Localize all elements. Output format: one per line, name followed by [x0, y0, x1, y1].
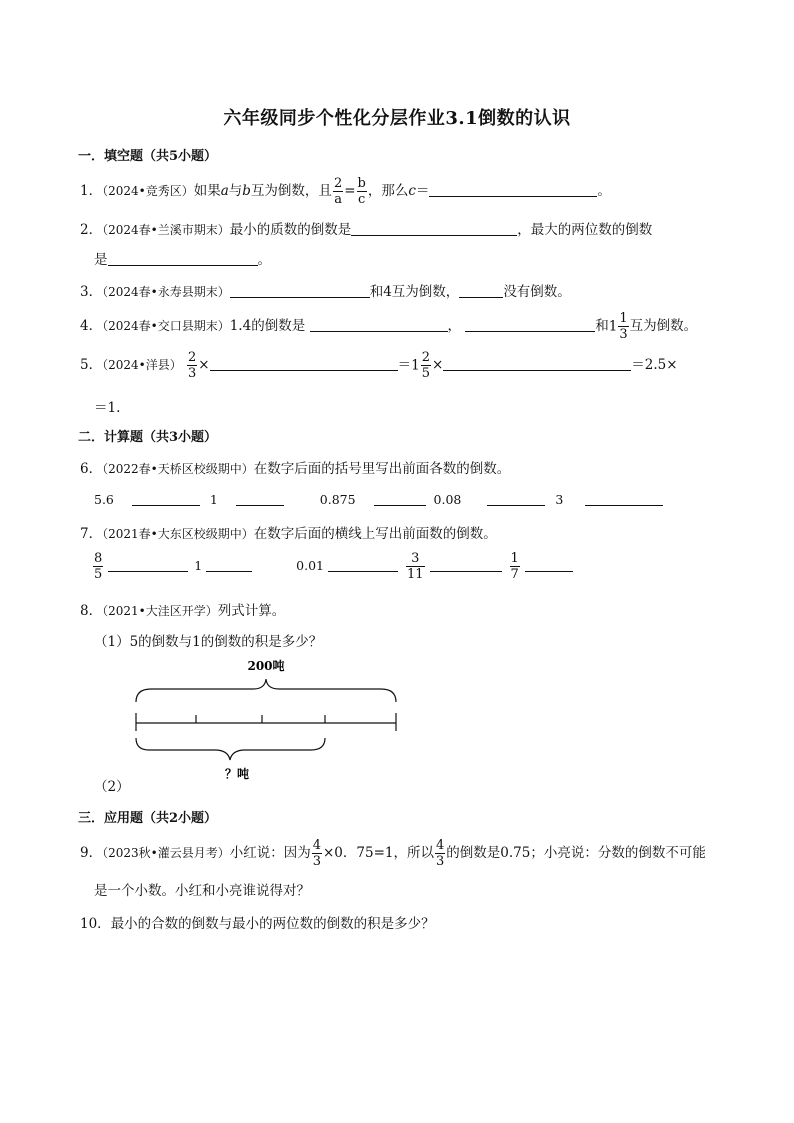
question-number: 5．: [80, 357, 103, 373]
period: 。: [597, 183, 611, 199]
question-text: ，那么: [367, 183, 409, 199]
section-heading-application: 三．应用题（共2小题）: [78, 811, 218, 826]
answer-blank[interactable]: [108, 557, 188, 572]
equals-sign: ＝: [631, 357, 645, 373]
answer-blank[interactable]: [525, 557, 573, 572]
question-number: 8．: [80, 603, 103, 619]
number-item: 0.01: [296, 558, 325, 573]
fraction-four-thirds: [435, 838, 445, 869]
fraction-eight-fifths: [93, 551, 103, 582]
denominator: 3: [619, 327, 628, 342]
question-1: [80, 176, 611, 207]
answer-blank[interactable]: [328, 557, 398, 572]
numerator: b: [357, 176, 366, 191]
question-9-line-2: 是一个小数。小红和小亮谁说得对？: [94, 883, 310, 899]
denominator: c: [358, 192, 366, 207]
answer-blank[interactable]: [430, 557, 502, 572]
denominator: 11: [406, 567, 424, 582]
numerator: 8: [94, 551, 103, 566]
mixed-number-one-and-two-fifths: [411, 350, 432, 381]
times-sign: ×: [198, 357, 210, 373]
answer-blank[interactable]: [443, 356, 631, 371]
answer-blank[interactable]: [585, 491, 663, 506]
variable-b: b: [242, 183, 251, 199]
denominator: 3: [435, 854, 445, 869]
answer-blank[interactable]: [310, 317, 448, 332]
number-item: 0.875: [319, 492, 356, 507]
answer-blank[interactable]: [108, 251, 258, 266]
question-source: （2024•洋县）: [102, 358, 182, 372]
question-source: （2022春•天桥区校级期中）: [102, 462, 254, 476]
numerator: 2: [333, 176, 343, 191]
numerator: 1: [510, 551, 519, 566]
question-text: 没有倒数。: [503, 284, 571, 300]
fraction-one-seventh: [510, 551, 520, 582]
times-sign: ×: [431, 357, 444, 373]
question-text: 的倒数是0.75；小亮说：分数的倒数不可能: [446, 845, 706, 861]
question-source: （2021•大洼区开学）: [102, 604, 218, 618]
question-number: 10．: [80, 916, 111, 932]
answer-blank[interactable]: [206, 557, 252, 572]
page-title: 六年级同步个性化分层作业3.1倒数的认识: [223, 108, 571, 129]
denominator: 7: [510, 567, 519, 582]
numerator: 2: [421, 350, 430, 365]
question-number: 3．: [80, 284, 103, 300]
question-5-line-2: ＝1.: [94, 400, 121, 416]
top-brace: [136, 679, 396, 702]
question-text: ×0．75=1，所以: [323, 845, 434, 861]
equals-sign: ＝: [415, 183, 430, 199]
answer-blank[interactable]: [210, 356, 398, 371]
question-text: 与: [228, 183, 243, 199]
question-2-line-2: [94, 248, 271, 268]
whole-part: 1: [411, 357, 420, 374]
fraction-b-over-c: [357, 176, 367, 207]
question-6: [80, 457, 510, 477]
number-item: 1: [194, 558, 203, 573]
number-item: 1: [209, 492, 218, 507]
question-text: 小红说：因为: [229, 845, 311, 861]
numerator: 1: [619, 311, 628, 326]
question-5: [80, 350, 678, 381]
question-8-sub-1: （1）5的倒数与1的倒数的积是多少？: [94, 634, 323, 650]
question-number: 2．: [80, 222, 103, 238]
question-source: （2024春•兰溪市期末）: [102, 223, 230, 237]
denominator: 3: [188, 366, 197, 381]
question-8: [80, 599, 285, 619]
question-text: 2.5×: [644, 357, 678, 373]
fraction-four-thirds: [312, 838, 322, 869]
question-4: [80, 311, 697, 342]
question-source: （2024•竞秀区）: [102, 184, 194, 198]
question-text: 互为倒数，且: [250, 183, 332, 199]
answer-blank[interactable]: [487, 491, 545, 506]
answer-blank[interactable]: [459, 283, 503, 298]
fraction-three-elevenths: [406, 551, 425, 582]
question-text: 最小的质数的倒数是: [229, 222, 352, 238]
number-item: 5.6: [94, 492, 114, 507]
numerator: 4: [435, 838, 445, 853]
question-number: 9．: [80, 845, 103, 861]
question-7: [80, 522, 497, 542]
question-text: 互为倒数。: [629, 318, 698, 334]
section-heading-fill-blank: 一．填空题（共5小题）: [78, 149, 218, 164]
answer-blank[interactable]: [465, 317, 595, 332]
diagram-unknown-label: ？吨: [224, 767, 250, 781]
diagram-total-label: 200吨: [247, 659, 285, 673]
question-number: 1．: [80, 183, 103, 199]
question-text: ，: [447, 318, 461, 334]
answer-blank[interactable]: [429, 182, 597, 197]
answer-blank[interactable]: [230, 283, 370, 298]
question-source: （2024春•交口县期末）: [102, 319, 230, 333]
question-source: （2024春•永寿县期末）: [102, 285, 230, 299]
bottom-brace: [136, 738, 325, 760]
question-text: 最小的合数的倒数与最小的两位数的倒数的积是多少？: [110, 916, 435, 932]
fraction-2-over-a: [333, 176, 343, 207]
question-9: [80, 838, 706, 869]
question-source: （2023秋•灌云县月考）: [102, 846, 230, 860]
question-source: （2021春•大东区校级期中）: [102, 527, 254, 541]
question-text: 列式计算。: [217, 603, 286, 619]
question-7-items: [92, 551, 573, 582]
question-text: 在数字后面的横线上写出前面数的倒数。: [253, 526, 497, 542]
line-segment-diagram: [125, 652, 415, 788]
answer-blank[interactable]: [132, 491, 200, 506]
answer-blank[interactable]: [351, 221, 517, 236]
denominator: 5: [94, 567, 103, 582]
variable-c: c: [408, 183, 416, 199]
denominator: 3: [312, 854, 321, 869]
period: 。: [257, 252, 271, 268]
equals-sign: =: [344, 183, 356, 199]
answer-blank[interactable]: [236, 491, 284, 506]
question-text: 和4互为倒数，: [369, 284, 460, 300]
numerator: 2: [188, 350, 197, 365]
equals-sign: ＝: [397, 357, 412, 373]
question-8-sub-2: （2）: [94, 779, 130, 795]
denominator: a: [334, 192, 342, 207]
denominator: 5: [421, 366, 430, 381]
question-6-items: [94, 491, 663, 507]
section-heading-calculation: 二．计算题（共3小题）: [78, 430, 218, 445]
question-number: 4．: [80, 318, 103, 334]
question-number: 7．: [80, 526, 103, 542]
question-text: 1.4的倒数是: [229, 318, 306, 334]
question-2: [80, 218, 652, 238]
question-number: 6．: [80, 461, 103, 477]
numerator: 3: [406, 551, 425, 567]
question-text: 是: [94, 252, 108, 268]
question-text: 和: [595, 318, 609, 334]
question-10: [80, 912, 435, 932]
question-text: 如果: [193, 183, 221, 199]
whole-part: 1: [608, 318, 618, 335]
variable-a: a: [220, 183, 229, 199]
fraction-two-thirds: [187, 350, 197, 381]
question-text: ，最大的两位数的倒数: [517, 222, 653, 238]
number-item: 3: [555, 492, 564, 507]
mixed-number-one-and-one-third: [609, 311, 630, 342]
number-item: 0.08: [433, 492, 462, 507]
question-text: 在数字后面的括号里写出前面各数的倒数。: [253, 461, 511, 477]
numerator: 4: [312, 838, 321, 853]
answer-blank[interactable]: [374, 491, 426, 506]
question-3: [80, 280, 571, 300]
